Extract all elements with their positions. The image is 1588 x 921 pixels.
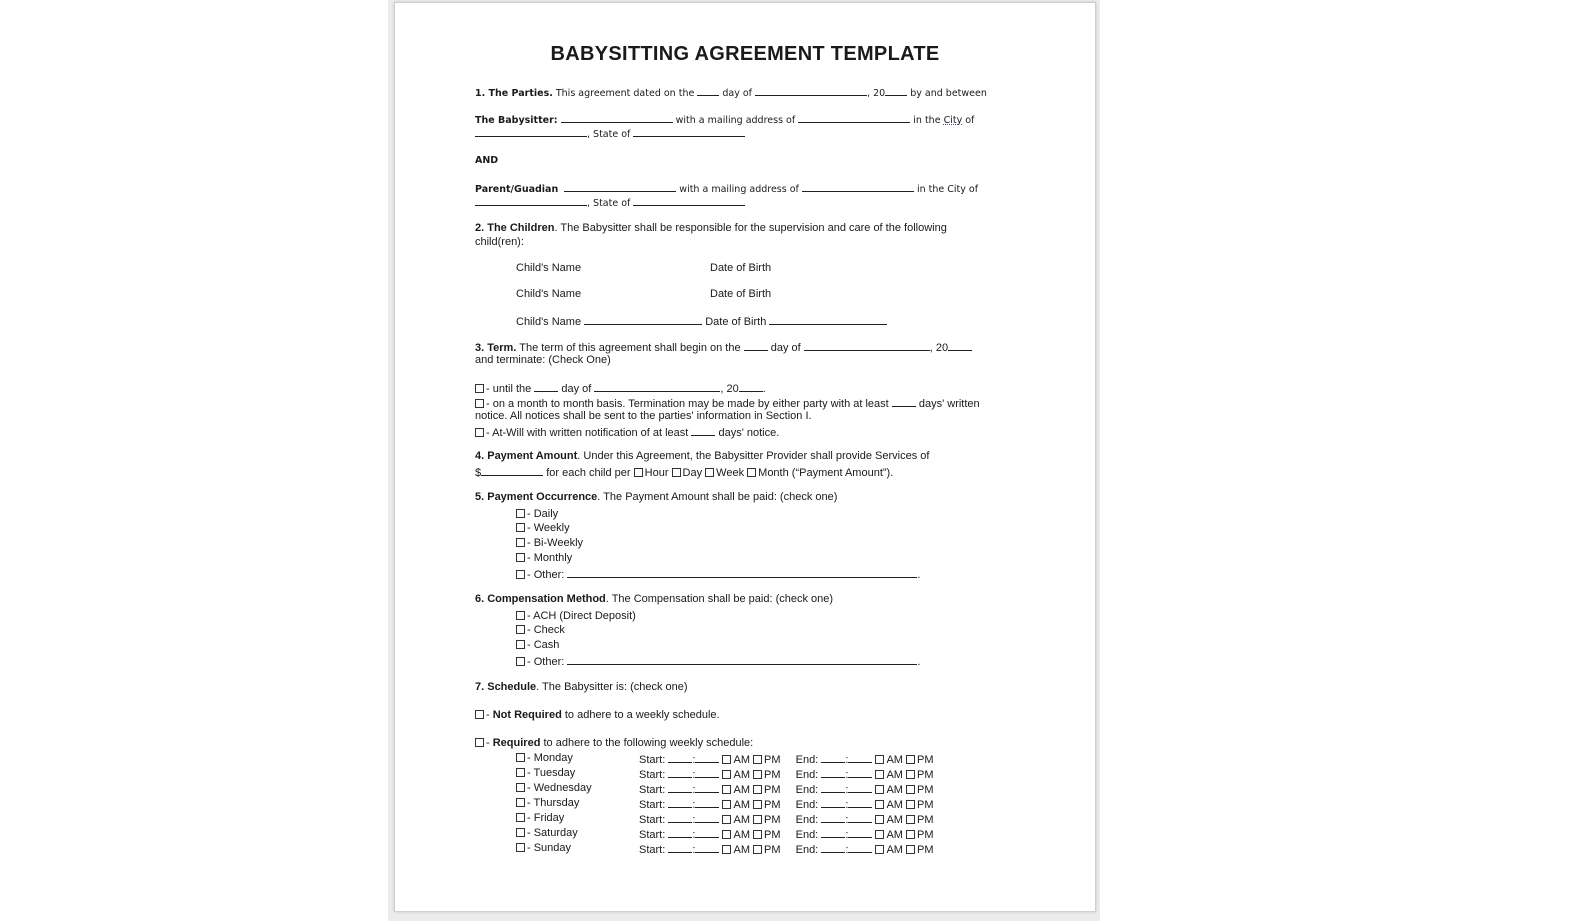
schedule-text: . The Babysitter is: (check one) bbox=[536, 681, 688, 693]
occurrence-option-label: - Other: bbox=[527, 569, 565, 581]
end-hour-blank[interactable] bbox=[821, 827, 845, 838]
schedule-day-row bbox=[516, 842, 571, 855]
end-colon: : bbox=[845, 844, 849, 856]
babysitter-state-blank[interactable] bbox=[633, 126, 745, 137]
parent-line bbox=[475, 181, 978, 196]
schedule-day-label: - Friday bbox=[527, 812, 565, 824]
end-pm: PM bbox=[917, 844, 934, 856]
compensation-option bbox=[516, 639, 559, 652]
start-pm-checkbox[interactable] bbox=[753, 830, 762, 839]
end-pm: PM bbox=[917, 829, 934, 841]
term-option-3-b: days' notice. bbox=[718, 427, 780, 439]
schedule-day-checkbox[interactable] bbox=[516, 768, 525, 777]
schedule-time-row bbox=[639, 797, 934, 812]
term-year-blank[interactable] bbox=[948, 340, 972, 351]
schedule-day-row bbox=[516, 752, 573, 765]
start-label: Start: bbox=[639, 769, 666, 781]
schedule-required-label: Required bbox=[492, 737, 541, 749]
end-am: AM bbox=[886, 799, 903, 811]
payment-amount-blank[interactable] bbox=[481, 465, 543, 476]
compensation-cash-checkbox[interactable] bbox=[516, 640, 525, 649]
compensation-text: . The Compensation shall be paid: (check one) bbox=[605, 593, 834, 605]
start-colon: : bbox=[692, 784, 696, 796]
start-hour-blank[interactable] bbox=[668, 812, 692, 823]
start-pm-checkbox[interactable] bbox=[753, 815, 762, 824]
term-option-2-checkbox[interactable] bbox=[475, 399, 484, 408]
schedule-day-row bbox=[516, 782, 592, 795]
start-hour-blank[interactable] bbox=[668, 827, 692, 838]
schedule-not-required-checkbox[interactable] bbox=[475, 710, 484, 719]
payment-hour-checkbox[interactable] bbox=[634, 468, 643, 477]
schedule-line bbox=[475, 681, 688, 694]
term-option-3-checkbox[interactable] bbox=[475, 428, 484, 437]
start-colon: : bbox=[692, 799, 696, 811]
end-hour-blank[interactable] bbox=[821, 842, 845, 853]
compensation-option-label: - Cash bbox=[527, 639, 560, 651]
payment-for-each: for each child per bbox=[546, 467, 631, 479]
occurrence-option-label: - Bi-Weekly bbox=[527, 537, 584, 549]
occurrence-option bbox=[516, 508, 558, 521]
schedule-time-row bbox=[639, 767, 934, 782]
occurrence-weekly-checkbox[interactable] bbox=[516, 523, 525, 532]
start-pm-checkbox[interactable] bbox=[753, 800, 762, 809]
occurrence-option bbox=[516, 567, 920, 582]
occurrence-other-blank[interactable] bbox=[567, 567, 917, 578]
end-minute-blank[interactable] bbox=[848, 782, 872, 793]
payment-dollar: $ bbox=[475, 467, 482, 479]
end-am: AM bbox=[886, 769, 903, 781]
end-hour-blank[interactable] bbox=[821, 782, 845, 793]
start-minute-blank[interactable] bbox=[695, 752, 719, 763]
compensation-other-blank[interactable] bbox=[567, 654, 917, 665]
occurrence-monthly-checkbox[interactable] bbox=[516, 553, 525, 562]
parent-in-city-of: in the City of bbox=[916, 184, 979, 195]
term-option-2-line-2: notice. All notices shall be sent to the parties' information in Section I. bbox=[475, 410, 812, 422]
payment-week: Week bbox=[716, 467, 745, 479]
end-pm-checkbox[interactable] bbox=[906, 785, 915, 794]
start-minute-blank[interactable] bbox=[695, 797, 719, 808]
parent-state-of: , State of bbox=[587, 198, 631, 209]
child-3-dob-label: Date of Birth bbox=[705, 316, 767, 328]
term-line-2: and terminate: (Check One) bbox=[475, 354, 611, 366]
start-pm: PM bbox=[764, 814, 781, 826]
start-pm-checkbox[interactable] bbox=[753, 755, 762, 764]
start-colon: : bbox=[692, 844, 696, 856]
schedule-required bbox=[475, 737, 753, 750]
schedule-day-row bbox=[516, 767, 575, 780]
term-option-1-checkbox[interactable] bbox=[475, 384, 484, 393]
end-pm: PM bbox=[917, 754, 934, 766]
term-option-3-days-blank[interactable] bbox=[691, 425, 715, 436]
start-hour-blank[interactable] bbox=[668, 782, 692, 793]
term-option-2-b: days' written bbox=[918, 398, 980, 410]
start-minute-blank[interactable] bbox=[695, 842, 719, 853]
end-am: AM bbox=[886, 784, 903, 796]
parties-text-c: , 20 bbox=[867, 88, 886, 99]
end-pm-checkbox[interactable] bbox=[906, 845, 915, 854]
compensation-line bbox=[475, 593, 833, 606]
schedule-time-row bbox=[639, 842, 934, 857]
start-pm-checkbox[interactable] bbox=[753, 770, 762, 779]
schedule-required-text: to adhere to the following weekly schedule: bbox=[543, 737, 754, 749]
end-pm-checkbox[interactable] bbox=[906, 830, 915, 839]
start-label: Start: bbox=[639, 754, 666, 766]
babysitter-state-of: , State of bbox=[587, 129, 631, 140]
end-am: AM bbox=[886, 829, 903, 841]
term-option-2-days-blank[interactable] bbox=[892, 396, 916, 407]
child-1-name-label: Child's Name bbox=[516, 262, 582, 274]
end-am-checkbox[interactable] bbox=[875, 815, 884, 824]
start-hour-blank[interactable] bbox=[668, 752, 692, 763]
compensation-heading: 6. Compensation Method bbox=[475, 593, 606, 605]
end-colon: : bbox=[845, 754, 849, 766]
payment-month: Month (“Payment Amount”). bbox=[758, 467, 894, 479]
end-am-checkbox[interactable] bbox=[875, 755, 884, 764]
and-label: AND bbox=[475, 155, 499, 166]
term-option-1 bbox=[475, 381, 766, 396]
end-colon: : bbox=[845, 814, 849, 826]
term-text: The term of this agreement shall begin on the bbox=[519, 342, 741, 354]
child-3-name-blank[interactable] bbox=[584, 314, 702, 325]
compensation-option bbox=[516, 654, 920, 669]
start-am-checkbox[interactable] bbox=[722, 755, 731, 764]
end-pm-checkbox[interactable] bbox=[906, 800, 915, 809]
start-am-checkbox[interactable] bbox=[722, 785, 731, 794]
start-label: Start: bbox=[639, 829, 666, 841]
term-option-1-a: - until the bbox=[486, 383, 532, 395]
occurrence-heading: 5. Payment Occurrence bbox=[475, 491, 598, 503]
occurrence-option-label: - Daily bbox=[527, 508, 559, 520]
start-label: Start: bbox=[639, 784, 666, 796]
schedule-day-checkbox[interactable] bbox=[516, 753, 525, 762]
end-am-checkbox[interactable] bbox=[875, 845, 884, 854]
child-3-dob-blank[interactable] bbox=[769, 314, 887, 325]
schedule-day-checkbox[interactable] bbox=[516, 798, 525, 807]
children-line-2: child(ren): bbox=[475, 236, 524, 248]
compensation-period: . bbox=[917, 656, 921, 668]
start-am: AM bbox=[733, 769, 750, 781]
start-am-checkbox[interactable] bbox=[722, 770, 731, 779]
end-minute-blank[interactable] bbox=[848, 767, 872, 778]
parent-line-2 bbox=[475, 195, 745, 210]
start-pm: PM bbox=[764, 829, 781, 841]
parent-address-blank[interactable] bbox=[802, 181, 914, 192]
schedule-time-row bbox=[639, 812, 934, 827]
schedule-day-checkbox[interactable] bbox=[516, 783, 525, 792]
compensation-other-checkbox[interactable] bbox=[516, 657, 525, 666]
compensation-option-label: - Check bbox=[527, 624, 565, 636]
payment-week-checkbox[interactable] bbox=[705, 468, 714, 477]
schedule-not-required-label: Not Required bbox=[492, 709, 562, 721]
start-colon: : bbox=[692, 814, 696, 826]
term-heading: 3. Term. bbox=[475, 342, 517, 354]
parties-year-blank[interactable] bbox=[885, 85, 907, 96]
schedule-day-label: - Sunday bbox=[527, 842, 572, 854]
end-pm: PM bbox=[917, 784, 934, 796]
children-text: . The Babysitter shall be responsible for the supervision and care of the following bbox=[554, 222, 947, 234]
occurrence-option bbox=[516, 522, 570, 535]
parent-state-blank[interactable] bbox=[633, 195, 745, 206]
start-colon: : bbox=[692, 754, 696, 766]
parent-city-blank[interactable] bbox=[475, 195, 587, 206]
start-minute-blank[interactable] bbox=[695, 827, 719, 838]
parent-mailing: with a mailing address of bbox=[679, 184, 799, 195]
term-month-blank[interactable] bbox=[804, 340, 930, 351]
start-colon: : bbox=[692, 829, 696, 841]
occurrence-line bbox=[475, 491, 837, 504]
compensation-option bbox=[516, 610, 636, 623]
schedule-time-row bbox=[639, 827, 934, 842]
occurrence-period: . bbox=[917, 569, 921, 581]
document-page bbox=[394, 2, 1096, 912]
end-am-checkbox[interactable] bbox=[875, 800, 884, 809]
payment-heading: 4. Payment Amount bbox=[475, 450, 578, 462]
schedule-day-checkbox[interactable] bbox=[516, 828, 525, 837]
end-minute-blank[interactable] bbox=[848, 812, 872, 823]
schedule-not-required bbox=[475, 709, 720, 722]
schedule-day-checkbox[interactable] bbox=[516, 843, 525, 852]
occurrence-text: . The Payment Amount shall be paid: (check one) bbox=[597, 491, 838, 503]
babysitter-address-blank[interactable] bbox=[798, 112, 910, 123]
end-hour-blank[interactable] bbox=[821, 797, 845, 808]
end-am-checkbox[interactable] bbox=[875, 785, 884, 794]
end-colon: : bbox=[845, 829, 849, 841]
term-option-1-year-blank[interactable] bbox=[739, 381, 763, 392]
end-am: AM bbox=[886, 814, 903, 826]
end-colon: : bbox=[845, 769, 849, 781]
end-pm: PM bbox=[917, 799, 934, 811]
end-colon: : bbox=[845, 799, 849, 811]
babysitter-of: of bbox=[965, 115, 975, 126]
occurrence-option-label: - Weekly bbox=[527, 522, 570, 534]
babysitter-city-word: City bbox=[943, 115, 963, 126]
end-am: AM bbox=[886, 844, 903, 856]
term-twenty: , 20 bbox=[929, 342, 949, 354]
payment-line bbox=[475, 450, 929, 463]
term-option-1-month-blank[interactable] bbox=[594, 381, 720, 392]
end-label: End: bbox=[795, 844, 819, 856]
schedule-day-label: - Monday bbox=[527, 752, 573, 764]
start-am-checkbox[interactable] bbox=[722, 830, 731, 839]
term-day-of: day of bbox=[770, 342, 801, 354]
end-label: End: bbox=[795, 754, 819, 766]
end-hour-blank[interactable] bbox=[821, 767, 845, 778]
end-pm-checkbox[interactable] bbox=[906, 755, 915, 764]
occurrence-biweekly-checkbox[interactable] bbox=[516, 538, 525, 547]
schedule-day-row bbox=[516, 812, 564, 825]
payment-line-2 bbox=[475, 465, 893, 480]
start-pm-checkbox[interactable] bbox=[753, 785, 762, 794]
start-hour-blank[interactable] bbox=[668, 797, 692, 808]
start-hour-blank[interactable] bbox=[668, 842, 692, 853]
end-label: End: bbox=[795, 814, 819, 826]
start-am: AM bbox=[733, 754, 750, 766]
term-option-2 bbox=[475, 396, 980, 411]
start-am-checkbox[interactable] bbox=[722, 815, 731, 824]
end-pm: PM bbox=[917, 769, 934, 781]
start-minute-blank[interactable] bbox=[695, 767, 719, 778]
parties-text-d: by and between bbox=[910, 88, 987, 99]
babysitter-label: The Babysitter: bbox=[475, 115, 558, 126]
parent-name-blank[interactable] bbox=[564, 181, 676, 192]
parties-heading: 1. The Parties. bbox=[475, 88, 553, 99]
schedule-day-label: - Wednesday bbox=[527, 782, 592, 794]
babysitter-in-the: in the bbox=[913, 115, 941, 126]
children-heading: 2. The Children bbox=[475, 222, 555, 234]
end-pm-checkbox[interactable] bbox=[906, 770, 915, 779]
compensation-option-label: - ACH (Direct Deposit) bbox=[527, 610, 636, 622]
parties-text-a: This agreement dated on the bbox=[555, 88, 695, 99]
start-colon: : bbox=[692, 769, 696, 781]
start-pm-checkbox[interactable] bbox=[753, 845, 762, 854]
schedule-not-required-prefix: - bbox=[486, 709, 493, 721]
term-option-1-d: . bbox=[762, 383, 766, 395]
start-pm: PM bbox=[764, 799, 781, 811]
end-label: End: bbox=[795, 829, 819, 841]
babysitter-line bbox=[475, 112, 974, 127]
schedule-day-label: - Thursday bbox=[527, 797, 580, 809]
schedule-day-label: - Tuesday bbox=[527, 767, 576, 779]
parties-day-blank[interactable] bbox=[697, 85, 719, 96]
compensation-ach-checkbox[interactable] bbox=[516, 611, 525, 620]
term-option-2-a: - on a month to month basis. Termination may be made by either party with at least bbox=[486, 398, 889, 410]
end-am-checkbox[interactable] bbox=[875, 770, 884, 779]
babysitter-line-2 bbox=[475, 126, 745, 141]
schedule-day-checkbox[interactable] bbox=[516, 813, 525, 822]
end-hour-blank[interactable] bbox=[821, 812, 845, 823]
payment-day: Day bbox=[682, 467, 703, 479]
start-am: AM bbox=[733, 814, 750, 826]
schedule-required-checkbox[interactable] bbox=[475, 738, 484, 747]
occurrence-other-checkbox[interactable] bbox=[516, 570, 525, 579]
start-am: AM bbox=[733, 799, 750, 811]
end-label: End: bbox=[795, 784, 819, 796]
term-day-blank[interactable] bbox=[744, 340, 768, 351]
term-option-1-c: , 20 bbox=[720, 383, 739, 395]
compensation-option bbox=[516, 624, 565, 637]
start-label: Start: bbox=[639, 799, 666, 811]
start-pm: PM bbox=[764, 769, 781, 781]
parties-line bbox=[475, 85, 987, 100]
occurrence-option bbox=[516, 552, 572, 565]
start-minute-blank[interactable] bbox=[695, 782, 719, 793]
child-3-row bbox=[516, 314, 887, 329]
start-minute-blank[interactable] bbox=[695, 812, 719, 823]
schedule-time-row bbox=[639, 782, 934, 797]
schedule-heading: 7. Schedule bbox=[475, 681, 537, 693]
child-2-name-label: Child's Name bbox=[516, 288, 582, 300]
start-am: AM bbox=[733, 784, 750, 796]
start-pm: PM bbox=[764, 754, 781, 766]
parties-month-blank[interactable] bbox=[755, 85, 867, 96]
start-am: AM bbox=[733, 844, 750, 856]
document-title: BABYSITTING AGREEMENT TEMPLATE bbox=[550, 43, 940, 65]
child-2-dob-label: Date of Birth bbox=[710, 288, 772, 300]
schedule-day-row bbox=[516, 797, 579, 810]
end-minute-blank[interactable] bbox=[848, 752, 872, 763]
end-pm-checkbox[interactable] bbox=[906, 815, 915, 824]
babysitter-mailing: with a mailing address of bbox=[675, 115, 796, 126]
schedule-day-row bbox=[516, 827, 578, 840]
end-label: End: bbox=[795, 769, 819, 781]
schedule-required-prefix: - bbox=[486, 737, 493, 749]
end-label: End: bbox=[795, 799, 819, 811]
start-label: Start: bbox=[639, 844, 666, 856]
child-1-dob-label: Date of Birth bbox=[710, 262, 772, 274]
schedule-not-required-text: to adhere to a weekly schedule. bbox=[564, 709, 720, 721]
schedule-time-row bbox=[639, 752, 934, 767]
start-am: AM bbox=[733, 829, 750, 841]
term-option-1-day-blank[interactable] bbox=[534, 381, 558, 392]
child-3-name-label: Child's Name bbox=[516, 316, 582, 328]
payment-month-checkbox[interactable] bbox=[747, 468, 756, 477]
parties-text-b: day of bbox=[722, 88, 753, 99]
start-hour-blank[interactable] bbox=[668, 767, 692, 778]
start-pm: PM bbox=[764, 844, 781, 856]
start-am-checkbox[interactable] bbox=[722, 845, 731, 854]
compensation-option-label: - Other: bbox=[527, 656, 565, 668]
term-line bbox=[475, 340, 972, 355]
schedule-day-label: - Saturday bbox=[527, 827, 578, 839]
end-minute-blank[interactable] bbox=[848, 797, 872, 808]
end-minute-blank[interactable] bbox=[848, 827, 872, 838]
payment-hour: Hour bbox=[644, 467, 669, 479]
term-option-3 bbox=[475, 425, 779, 440]
occurrence-daily-checkbox[interactable] bbox=[516, 509, 525, 518]
children-line bbox=[475, 222, 947, 235]
babysitter-name-blank[interactable] bbox=[561, 112, 673, 123]
start-pm: PM bbox=[764, 784, 781, 796]
end-am-checkbox[interactable] bbox=[875, 830, 884, 839]
start-am-checkbox[interactable] bbox=[722, 800, 731, 809]
term-option-1-b: day of bbox=[561, 383, 592, 395]
end-minute-blank[interactable] bbox=[848, 842, 872, 853]
end-am: AM bbox=[886, 754, 903, 766]
compensation-check-checkbox[interactable] bbox=[516, 625, 525, 634]
payment-day-checkbox[interactable] bbox=[672, 468, 681, 477]
parent-label: Parent/Guadian bbox=[475, 184, 559, 195]
occurrence-option-label: - Monthly bbox=[527, 552, 573, 564]
payment-text: . Under this Agreement, the Babysitter Provider shall provide Services of bbox=[577, 450, 930, 462]
babysitter-city-blank[interactable] bbox=[475, 126, 587, 137]
term-option-3-a: - At-Will with written notification of at least bbox=[486, 427, 689, 439]
end-pm: PM bbox=[917, 814, 934, 826]
end-hour-blank[interactable] bbox=[821, 752, 845, 763]
start-label: Start: bbox=[639, 814, 666, 826]
occurrence-option bbox=[516, 537, 583, 550]
end-colon: : bbox=[845, 784, 849, 796]
